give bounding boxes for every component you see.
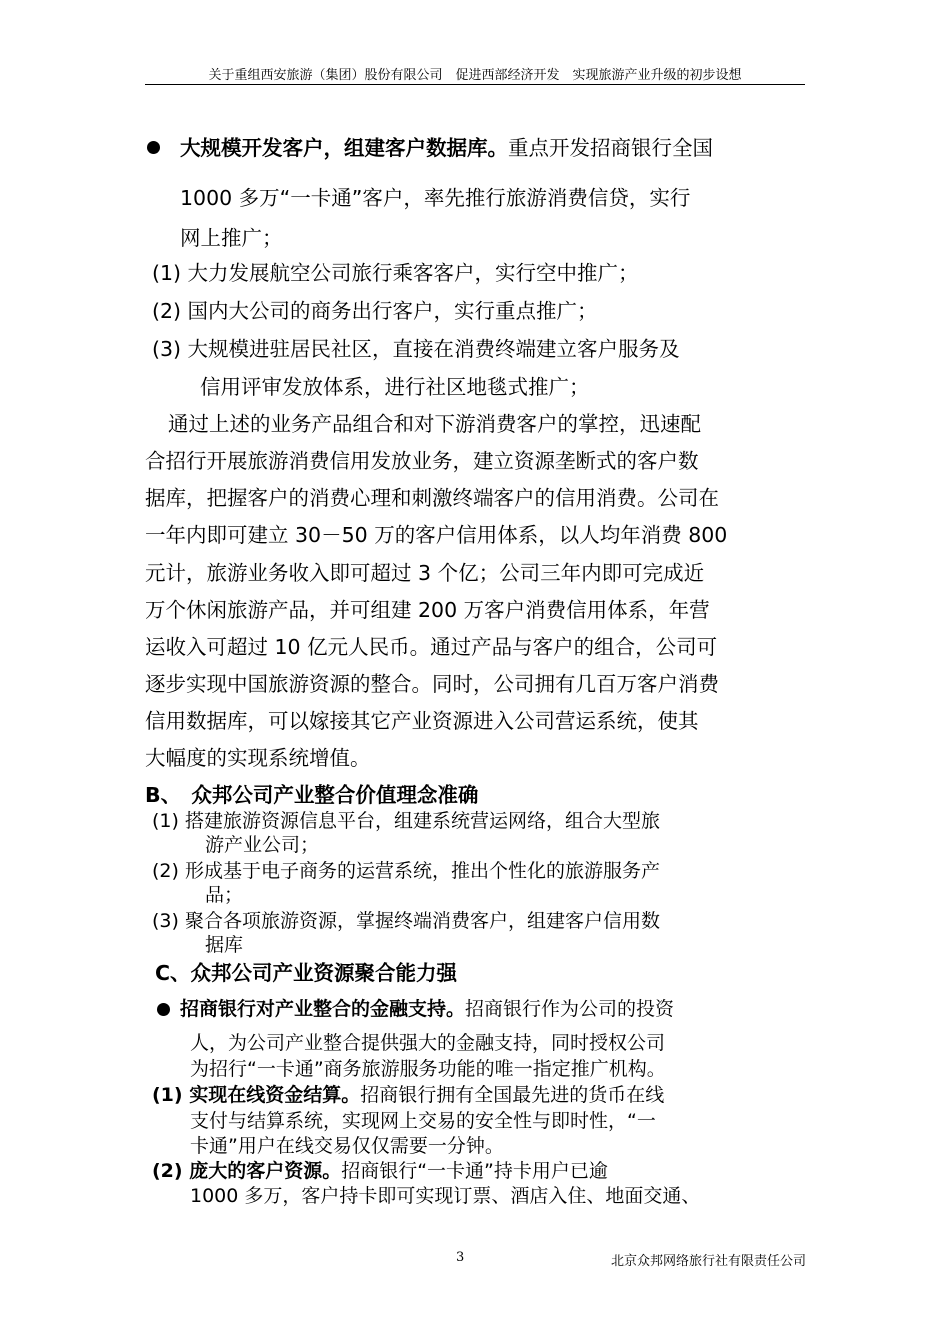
section1-heading: 大规模开发客户，组建客户数据库。 — [180, 136, 508, 160]
section-b-item1-line2: 游产业公司； — [205, 834, 320, 856]
paragraph-line: 通过上述的业务产品组合和对下游消费客户的掌控，迅速配 — [168, 412, 701, 436]
section-c-point2-line1 — [152, 1162, 608, 1181]
section-b-item3-line2: 据库 — [205, 934, 244, 956]
paragraph-line: 合招行开展旅游消费信用发放业务，建立资源垄断式的客户数 — [145, 449, 699, 473]
point1-text: 招商银行拥有全国最先进的货币在线 — [360, 1084, 665, 1106]
bullet-icon — [157, 1003, 170, 1016]
section1-item2: (2) 国内大公司的商务出行客户，实行重点推广； — [152, 299, 598, 323]
bullet-icon — [147, 141, 160, 154]
point1-heading: (1) 实现在线资金结算。 — [152, 1084, 361, 1106]
section1-line1 — [180, 138, 713, 159]
section1-item1: (1) 大力发展航空公司旅行乘客客户，实行空中推广； — [152, 261, 639, 285]
point2-text: 招商银行“一卡通”持卡用户已逾 — [341, 1160, 608, 1182]
paragraph-line: 万个休闲旅游产品，并可组建 200 万客户消费信用体系，年营 — [145, 598, 710, 622]
section1-text: 重点开发招商银行全国 — [508, 136, 713, 160]
section-b-item3-line1: (3) 聚合各项旅游资源，掌握终端消费客户，组建客户信用数 — [152, 910, 660, 932]
section-c-point2-line2: 1000 多万，客户持卡即可实现订票、酒店入住、地面交通、 — [190, 1185, 701, 1207]
section-c-text: 招商银行作为公司的投资 — [465, 998, 675, 1020]
section-c-point1-line1 — [152, 1086, 664, 1105]
section1-line3: 网上推广； — [180, 226, 283, 250]
section-c-heading: 招商银行对产业整合的金融支持。 — [180, 998, 466, 1020]
section1-item3-line1: (3) 大规模进驻居民社区，直接在消费终端建立客户服务及 — [152, 337, 680, 361]
paragraph-line: 逐步实现中国旅游资源的整合。同时，公司拥有几百万客户消费 — [145, 672, 719, 696]
section-c-line1 — [180, 1000, 674, 1019]
paragraph-line: 一年内即可建立 30－50 万的客户信用体系，以人均年消费 800 — [145, 523, 728, 547]
section-c-line2: 人，为公司产业整合提供强大的金融支持，同时授权公司 — [190, 1032, 666, 1054]
point2-heading: (2) 庞大的客户资源。 — [152, 1160, 342, 1182]
header-divider — [145, 84, 805, 85]
paragraph-line: 元计，旅游业务收入即可超过 3 个亿；公司三年内即可完成近 — [145, 561, 705, 585]
section-c-point1-line3: 卡通”用户在线交易仅仅需要一分钟。 — [190, 1135, 504, 1157]
paragraph-line: 运收入可超过 10 亿元人民币。通过产品与客户的组合，公司可 — [145, 635, 718, 659]
footer-company: 北京众邦网络旅行社有限责任公司 — [610, 1254, 806, 1269]
section1-item3-line2: 信用评审发放体系，进行社区地毯式推广； — [200, 375, 590, 399]
section1-line2: 1000 多万“一卡通”客户，率先推行旅游消费信贷，实行 — [180, 186, 691, 210]
section-b-item2-line1: (2) 形成基于电子商务的运营系统，推出个性化的旅游服务产 — [152, 860, 660, 882]
section-b-item1-line1: (1) 搭建旅游资源信息平台，组建系统营运网络，组合大型旅 — [152, 810, 660, 832]
section-c-point1-line2: 支付与结算系统，实现网上交易的安全性与即时性，“一 — [190, 1110, 656, 1132]
page-number: 3 — [456, 1250, 465, 1265]
section-c-line3: 为招行“一卡通”商务旅游服务功能的唯一指定推广机构。 — [190, 1058, 666, 1080]
paragraph-line: 据库，把握客户的消费心理和刺激终端客户的信用消费。公司在 — [145, 486, 719, 510]
page-header: 关于重组西安旅游（集团）股份有限公司 促进西部经济开发 实现旅游产业升级的初步设想 — [208, 68, 742, 83]
section-b-title: B、 众邦公司产业整合价值理念准确 — [145, 783, 479, 807]
paragraph-line: 大幅度的实现系统增值。 — [145, 746, 371, 770]
section-c-title: C、众邦公司产业资源聚合能力强 — [155, 961, 458, 985]
section-b-item2-line2: 品； — [205, 884, 244, 906]
paragraph-line: 信用数据库，可以嫁接其它产业资源进入公司营运系统，使其 — [145, 709, 699, 733]
